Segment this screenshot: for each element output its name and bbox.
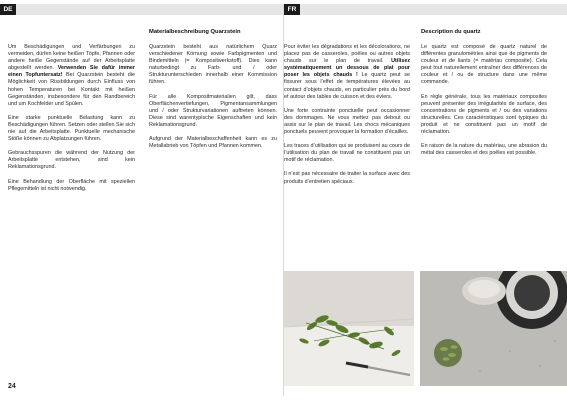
de-material-paragraph-2: Für alle Kompositmaterialien gilt, dass Oberflächenvertiefungen, Pigmentansammlungen und / oder Strukturvariationen auftreten können. Diese sind warentypische Eigenschaften und kein Reklamationsgrund. (149, 93, 277, 128)
de-care-warning: Verwenden Sie dafür immer einen Topfuntersatz! (8, 65, 136, 79)
fr-material-heading: Description du quartz (421, 29, 481, 35)
de-care-paragraph-3: Gebrauchsspuren die während der Nutzung der Arbeitsplatte entstehen, sind kein Reklamationsgrund. (8, 150, 135, 171)
de-care-intro: Um Beschädigungen und Verfärbungen zu vermeiden, dürfen keine heißen Töpfe, Pfannen oder andere heiße Gegenstände auf der Arbeitsplatte abgestellt werden. (8, 44, 135, 72)
fr-care-paragraph-3: Les traces d’utilisation qui se produisent au cours de l’utilisation du plan de travail ne constituent pas un motif de réclamation. (284, 143, 410, 164)
de-care-paragraph-2: Eine starke punktuelle Belastung kann zu Beschädigungen führen. Setzen oder stellen Sie sich nie auf die Arbeitsplatte. Punktuelle mechanische Stöße können zu Abplatzungen führen. (8, 114, 135, 143)
herbs-illustration (284, 271, 414, 386)
fr-care-warning: Utilisez systématiquement un dessous de plat pour poser les objets chauds ! (284, 58, 411, 79)
fr-care-paragraph-1 (284, 44, 410, 101)
de-column-material (149, 44, 277, 157)
de-material-heading: Materialbeschreibung Quarzstein (149, 29, 241, 35)
lang-tag-de: DE (0, 4, 16, 15)
left-page-de (0, 0, 283, 400)
fr-material-paragraph-1: Le quartz est composé de quartz naturel de différentes granulométries ainsi que de pigments de couleur et de liants (= matériau composite). Cela peut tout naturellement entraîner des différences de couleur et / ou de structure dans une même commande. (421, 44, 547, 86)
right-page-fr (284, 0, 567, 400)
de-column-care (8, 44, 135, 200)
photo-herbs-on-countertop (284, 271, 414, 386)
de-care-paragraph-1 (8, 44, 135, 108)
fr-care-paragraph-2: Une forte contrainte ponctuelle peut occasionner des dommages. Ne vous mettez pas debout ou assis sur le plan de travail. Les chocs mécaniques ponctuels peuvent provoquer la formation d’écailles. (284, 107, 410, 136)
fr-care-cracks: Le quartz peut se fissurer sous l’effet de températures élevées au contact d’objets chauds, en particulier près du bord et autour des tables de cuisson et des éviers. (284, 72, 410, 100)
de-material-paragraph-1: Quarzstein besteht aus natürlichem Quarz verschiedener Körnung sowie Farbpigmenten und Bindemitteln (= Kompositwerkstoff). Dies kann naturbedingt zu Farb- und / oder Strukturunterschieden innerhalb einer Kommission führen. (149, 44, 277, 86)
lang-tag-fr: FR (284, 4, 300, 15)
top-band-right (300, 4, 567, 15)
de-material-paragraph-3: Aufgrund der Materialbeschaffenheit kann es zu Metallabrieb von Töpfen und Pfannen kommen. (149, 136, 277, 150)
page-number: 24 (8, 383, 16, 390)
fr-material-paragraph-3: En raison de la nature du matériau, une abrasion du métal des casseroles et des poêles est possible. (421, 143, 547, 157)
bowls-illustration (420, 271, 567, 386)
fr-care-intro: Pour éviter les dégradations et les décolorations, ne placez pas de casseroles, poêles ou autres objets chauds sur le plan de travail. (284, 44, 410, 65)
de-care-cracks: Bei Quarzstein besteht die Möglichkeit von Rissbildungen durch Einfluss von hohen Temperaturen bei Kontakt mit heißen Gegenständen, insbesondere für den Randbereich und um Kochfelder und Spülen. (8, 72, 136, 107)
photo-bowls-on-quartz (420, 271, 567, 386)
top-band-left (16, 4, 283, 15)
fr-material-paragraph-2: En règle générale, tous les matériaux composites peuvent présenter des irrégularités de surface, des concentrations de pigments et / ou des variations structurelles. Ces caractéristiques sont typiques du produit et ne constituent pas un motif de réclamation. (421, 93, 547, 136)
fr-column-material (421, 44, 547, 164)
fr-care-paragraph-4: Il n’est pas nécessaire de traiter la surface avec des produits d’entretien spéciaux. (284, 171, 410, 185)
fr-column-care (284, 44, 410, 193)
de-care-paragraph-4: Eine Behandlung der Oberfläche mit speziellen Pflegemitteln ist nicht notwendig. (8, 178, 135, 192)
